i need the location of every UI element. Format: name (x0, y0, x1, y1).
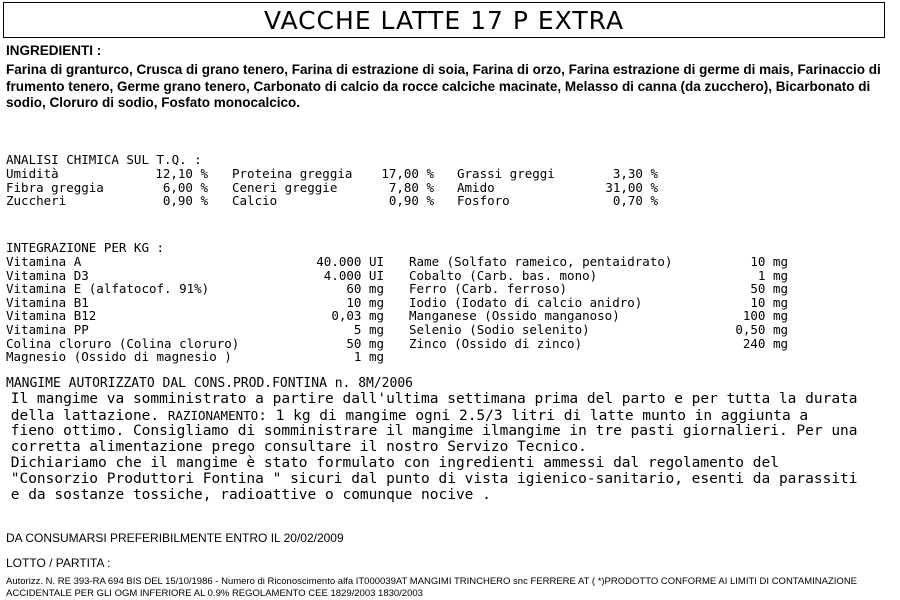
analysis-value: 17,00 % (381, 166, 434, 181)
integration-value: 0,03 mg (331, 308, 384, 324)
integration-value: 40.000 UI (316, 254, 384, 269)
legal-footer: Autorizz. N. RE 393-RA 694 BIS DEL 15/10/1986 - Numero di Riconoscimento alfa IT000039AT MANGIMI TRINCHERO snc FERRERE AT ( *)PRODOTTO CONFORME AI LIMITI DI CONTAMINAZIONE ACCIDENTALE PER GLI OGM INFERIORE AL 0.9% REGOLAMENTO CEE 1829/2003 1830/2003 (6, 576, 858, 599)
notes-line: Dichiariamo che il mangime è stato formulato con ingredienti ammessi dal regolamento del (2, 455, 779, 471)
notes-line: "Consorzio Produttori Fontina " sicuri dal punto di vista igienico-sanitario, esenti da parassiti (2, 471, 858, 487)
integration-value: 10 mg (346, 294, 384, 310)
analysis-value: 12,10 % (155, 166, 208, 181)
integration-value: 0,50 mg (735, 322, 788, 337)
analysis-heading: ANALISI CHIMICA SUL T.Q. : (6, 152, 202, 167)
integration-label: Vitamina A (6, 254, 82, 269)
integration-label: Iodio (Iodato di calcio anidro) (409, 294, 643, 310)
integration-label: Vitamina PP (6, 322, 89, 337)
integration-label: Zinco (Ossido di zinco) (409, 335, 583, 351)
ingredients-heading: INGREDIENTI : (6, 43, 102, 58)
integration-label: Manganese (Ossido manganoso) (409, 308, 620, 324)
ingredients-text: Farina di granturco, Crusca di grano tenero, Farina di estrazione di soia, Farina di orzo, Farina estrazione di germe di mais, Farinaccio di frumento tenero, Germe grano tenero, Carbonato di calcio da rocce calciche macinate, Melasso di canna (da zucchero), Bicarbonato di sodio, Cloruro di sodio, Fosfato monocalcico. (6, 62, 881, 111)
integration-value: 60 mg (346, 281, 384, 297)
lot-label: LOTTO / PARTITA : (6, 556, 111, 570)
notes-line: della lattazione. RAZIONAMENTO: 1 kg di mangime ogni 2.5/3 litri di latte munto in aggiunta a (2, 408, 809, 424)
integration-label: Ferro (Carb. ferroso) (409, 281, 568, 297)
integration-value: 1 mg (757, 267, 788, 283)
rationing-label: RAZIONAMENTO (167, 408, 259, 423)
expiry-date: DA CONSUMARSI PREFERIBILMENTE ENTRO IL 20/02/2009 (6, 531, 344, 545)
product-title: VACCHE LATTE 17 P EXTRA (3, 2, 885, 38)
integration-value: 50 mg (346, 335, 384, 351)
integration-heading: INTEGRAZIONE PER KG : (6, 240, 165, 255)
integration-label: Cobalto (Carb. bas. mono) (409, 267, 598, 283)
integration-value: 5 mg (353, 322, 384, 337)
integration-label: Vitamina B12 (6, 308, 97, 324)
analysis-label: Fosforo (457, 193, 510, 208)
integration-label: Vitamina D3 (6, 267, 89, 283)
analysis-value: 7,80 % (388, 179, 434, 195)
notes-line: fieno ottimo. Consigliamo di somministrare il mangime ilmangime in tre pasti giornalieri. Per una (2, 423, 858, 439)
integration-label: Vitamina E (alfatocof. 91%) (6, 281, 210, 297)
analysis-value: 31,00 % (605, 179, 658, 195)
analysis-value: 6,00 % (162, 179, 208, 195)
analysis-label: Grassi greggi (457, 166, 555, 181)
integration-value: 100 mg (742, 308, 788, 324)
integration-label: Rame (Solfato rameico, pentaidrato) (409, 254, 673, 269)
analysis-label: Umidità (6, 166, 59, 181)
analysis-value: 0,90 % (162, 193, 208, 208)
integration-value: 240 mg (742, 335, 788, 351)
notes-line: Il mangime va somministrato a partire dall'ultima settimana prima del parto e per tutta la durata (2, 391, 858, 407)
integration-value: 4.000 UI (323, 267, 384, 283)
analysis-value: 0,90 % (388, 193, 434, 208)
notes-line: e da sostanze tossiche, radioattive o comunque nocive . (2, 487, 491, 503)
analysis-label: Proteina greggia (232, 166, 353, 181)
integration-value: 10 mg (750, 294, 788, 310)
integration-label: Colina cloruro (Colina cloruro) (6, 335, 240, 351)
authorization-line: MANGIME AUTORIZZATO DAL CONS.PROD.FONTINA n. 8M/2006 (6, 376, 413, 391)
integration-value: 10 mg (750, 254, 788, 269)
notes-line: corretta alimentazione prego consultare il nostro Servizo Tecnico. (2, 439, 587, 455)
analysis-label: Amido (457, 179, 495, 195)
analysis-label: Calcio (232, 193, 278, 208)
integration-label: Selenio (Sodio selenito) (409, 322, 590, 337)
analysis-value: 3,30 % (612, 166, 658, 181)
analysis-label: Zuccheri (6, 193, 67, 208)
integration-label: Magnesio (Ossido di magnesio ) (6, 349, 232, 365)
integration-label: Vitamina B1 (6, 294, 89, 310)
integration-value: 1 mg (353, 349, 384, 365)
integration-value: 50 mg (750, 281, 788, 297)
analysis-value: 0,70 % (612, 193, 658, 208)
analysis-label: Fibra greggia (6, 179, 104, 195)
analysis-label: Ceneri greggie (232, 179, 338, 195)
